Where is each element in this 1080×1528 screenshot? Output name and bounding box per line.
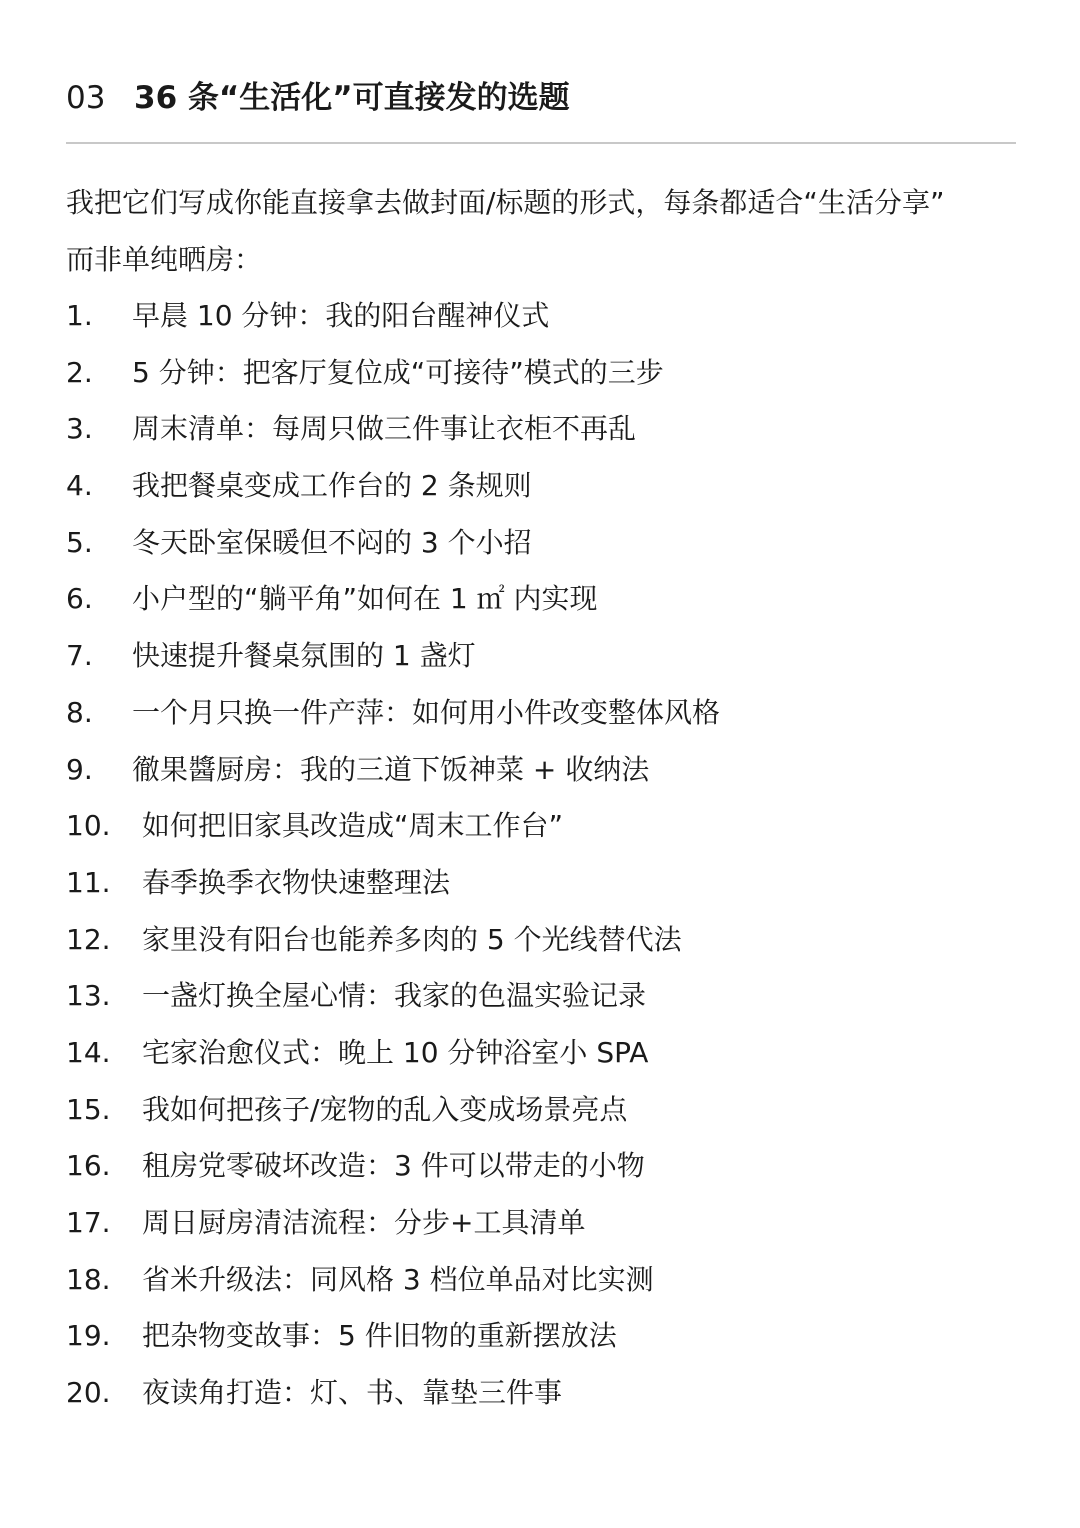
list-item-number: 15. [66, 1092, 111, 1126]
list-item-text: 把杂物变故事：5 件旧物的重新摆放法 [142, 1319, 617, 1353]
list-item-text: 我如何把孩子/宠物的乱入变成场景亮点 [142, 1092, 628, 1126]
list-item [66, 458, 1016, 515]
list-item [66, 742, 1016, 799]
list-item [66, 401, 1016, 458]
list-item-number: 1. [66, 299, 93, 332]
list-item [66, 1082, 1016, 1139]
list-item-number: 6. [66, 582, 93, 616]
list-item-number: 9. [66, 752, 93, 786]
topic-list [66, 288, 1016, 1422]
section-heading [66, 72, 570, 124]
list-item-text: 5 分钟：把客厅复位成“可接待”模式的三步 [132, 355, 664, 389]
list-item [66, 288, 1016, 345]
list-item [66, 798, 1016, 855]
list-item-number: 19. [66, 1319, 111, 1353]
list-item [66, 685, 1016, 742]
list-item-text: 租房党零破坏改造：3 件可以带走的小物 [142, 1149, 645, 1183]
list-item-text: 徹果醬厨房：我的三道下饭神菜 + 收纳法 [132, 752, 650, 786]
list-item-number: 10. [66, 809, 111, 843]
intro-line-1: 我把它们写成你能直接拿去做封面/标题的形式，每条都适合“生活分享” [66, 186, 945, 219]
list-item [66, 571, 1016, 628]
list-item-number: 13. [66, 979, 111, 1013]
list-item-text: 冬天卧室保暖但不闷的 3 个小招 [132, 525, 532, 559]
list-item-text: 周日厨房清洁流程：分步+工具清单 [142, 1206, 586, 1239]
list-item-text: 一盏灯换全屋心情：我家的色温实验记录 [142, 979, 647, 1013]
list-item-number: 4. [66, 469, 93, 503]
list-item-number: 12. [66, 922, 111, 956]
list-item-text: 我把餐桌变成工作台的 2 条规则 [132, 469, 532, 503]
list-item-number: 17. [66, 1206, 111, 1239]
list-item [66, 345, 1016, 402]
list-item [66, 1308, 1016, 1365]
list-item [66, 1138, 1016, 1195]
list-item-text: 省米升级法：同风格 3 档位单品对比实测 [142, 1262, 654, 1296]
intro-line-2: 而非单纯晒房： [66, 243, 263, 276]
section-title: 36 条“生活化”可直接发的选题 [134, 80, 570, 116]
section-number: 03 [66, 80, 106, 116]
list-item-text: 春季换季衣物快速整理法 [142, 865, 451, 899]
list-item-text: 如何把旧家具改造成“周末工作台” [142, 809, 564, 843]
list-item [66, 1365, 1016, 1422]
list-item-number: 7. [66, 639, 93, 673]
list-item-text: 宅家治愈仪式：晚上 10 分钟浴室小 SPA [142, 1035, 649, 1069]
list-item [66, 1025, 1016, 1082]
list-item-text: 周末清单：每周只做三件事让衣柜不再乱 [132, 412, 637, 446]
list-item-text: 一个月只换一件产萍：如何用小件改变整体风格 [132, 695, 721, 729]
list-item-text: 早晨 10 分钟：我的阳台醒神仪式 [132, 299, 550, 332]
list-item-number: 5. [66, 525, 93, 559]
intro-paragraph [66, 174, 1016, 288]
list-item-text: 快速提升餐桌氛围的 1 盏灯 [132, 639, 476, 673]
list-item-number: 2. [66, 355, 93, 389]
list-item-text: 家里没有阳台也能养多肉的 5 个光线替代法 [142, 922, 682, 956]
list-item-text: 小户型的“躺平角”如何在 1 ㎡ 内实现 [132, 582, 598, 616]
list-item-text: 夜读角打造：灯、书、靠垫三件事 [142, 1376, 563, 1410]
list-item [66, 912, 1016, 969]
divider [66, 142, 1016, 144]
list-item [66, 968, 1016, 1025]
list-item-number: 11. [66, 865, 111, 899]
list-item-number: 20. [66, 1376, 111, 1410]
list-item [66, 628, 1016, 685]
list-item [66, 1252, 1016, 1309]
list-item-number: 8. [66, 695, 93, 729]
list-item-number: 18. [66, 1262, 111, 1296]
list-item-number: 14. [66, 1035, 111, 1069]
list-item-number: 3. [66, 412, 93, 446]
list-item [66, 515, 1016, 572]
list-item-number: 16. [66, 1149, 111, 1183]
list-item [66, 855, 1016, 912]
list-item [66, 1195, 1016, 1252]
